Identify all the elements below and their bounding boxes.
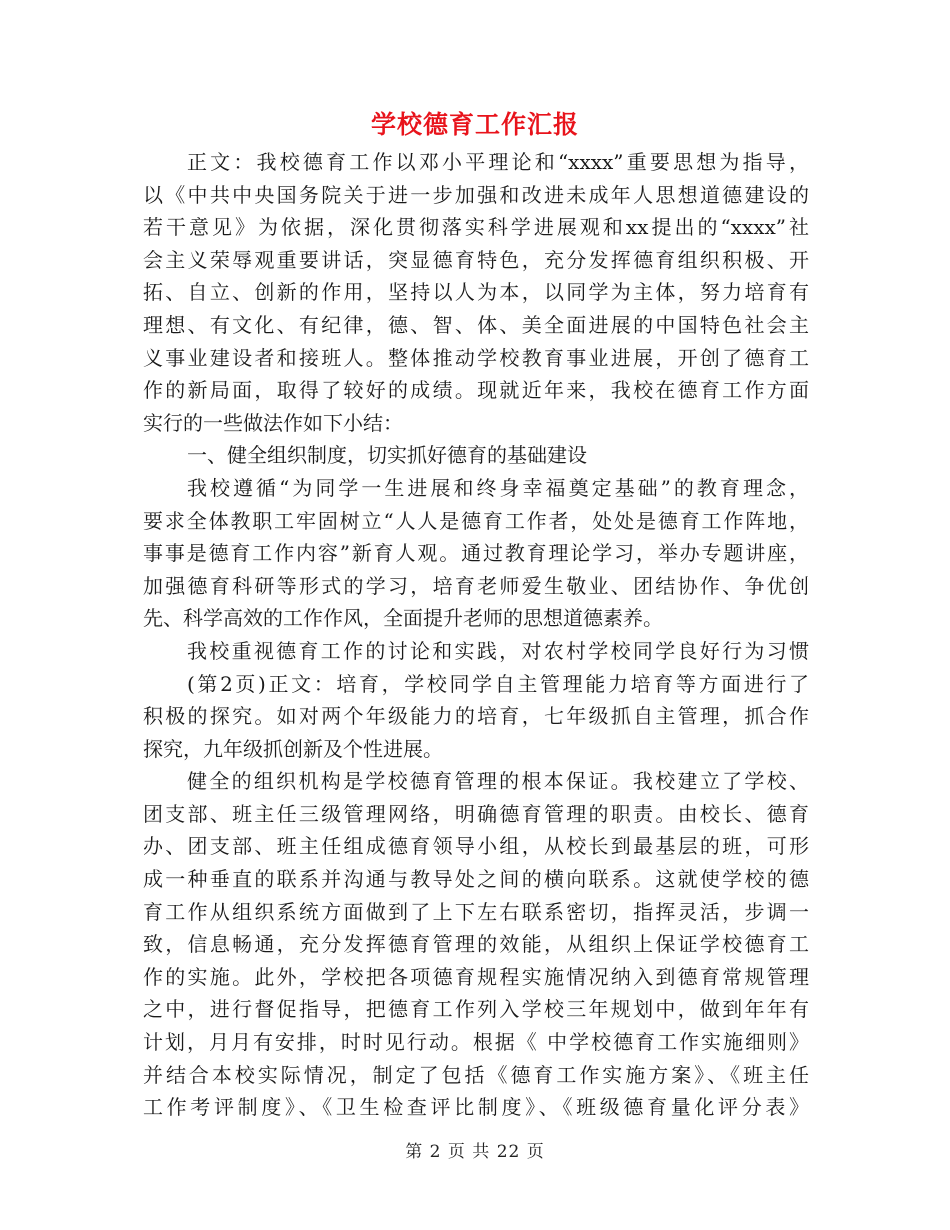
text-line: 办、团支部、班主任组成德育领导小组，从校长到最基层的班，可形 (143, 834, 809, 859)
text-line: 探究，九年级抓创新及个性进展。 (143, 736, 443, 761)
text-line: 义事业建设者和接班人。整体推动学校教育事业进展，开创了德育工 (143, 345, 809, 370)
document-title: 学校德育工作汇报 (370, 110, 579, 139)
text-line: 成一种垂直的联系并沟通与教导处之间的横向联系。这就使学校的德 (143, 867, 809, 892)
page-footer: 第 2 页 共 22 页 (405, 1142, 545, 1162)
text-line: 团支部、班主任三级管理网络，明确德育管理的职责。由校长、德育 (143, 801, 809, 826)
text-line: 并结合本校实际情况，制定了包括《德育工作实施方案》、《班主任 (143, 1062, 809, 1087)
text-line: 计划，月月有安排，时时见行动。根据《 中学校德育工作实施细则》 (143, 1030, 809, 1055)
text-line: 正文：我校德育工作以邓小平理论和“xxxx”重要思想为指导， (187, 150, 809, 174)
text-line: 加强德育科研等形式的学习，培育老师爱生敬业、团结协作、争优创 (143, 573, 809, 598)
document-body (143, 146, 809, 1124)
text-line: 我校遵循“为同学一生进展和终身幸福奠定基础”的教育理念， (187, 475, 809, 500)
text-line: 若干意见》为依据，深化贯彻落实科学进展观和xx提出的“xxxx”社 (143, 215, 809, 240)
text-line: 以《中共中央国务院关于进一步加强和改进未成年人思想道德建设的 (143, 182, 809, 207)
section-heading: 一、健全组织制度，切实抓好德育的基础建设 (187, 443, 587, 468)
text-line: 积极的探究。如对两个年级能力的培育，七年级抓自主管理，抓合作 (143, 704, 809, 729)
text-line: 会主义荣辱观重要讲话，突显德育特色，充分发挥德育组织积极、开 (143, 247, 809, 272)
text-line: 致，信息畅通，充分发挥德育管理的效能，从组织上保证学校德育工 (143, 932, 809, 957)
text-line: 育工作从组织系统方面做到了上下左右联系密切，指挥灵活，步调一 (143, 899, 809, 924)
text-line: 我校重视德育工作的讨论和实践，对农村学校同学良好行为习惯 (187, 638, 809, 663)
text-line: 作的新局面，取得了较好的成绩。现就近年来，我校在德育工作方面 (143, 378, 809, 403)
text-line: 健全的组织机构是学校德育管理的根本保证。我校建立了学校、 (187, 769, 809, 794)
text-line: 作的实施。此外，学校把各项德育规程实施情况纳入到德育常规管理 (143, 964, 809, 989)
text-line: 实行的一些做法作如下小结： (143, 410, 403, 435)
text-line: (第2页)正文：培育，学校同学自主管理能力培育等方面进行了 (187, 671, 809, 696)
text-line: 之中，进行督促指导，把德育工作列入学校三年规划中，做到年年有 (143, 997, 809, 1022)
text-line: 要求全体教职工牢固树立“人人是德育工作者，处处是德育工作阵地， (143, 508, 809, 533)
text-line: 工作考评制度》、《卫生检查评比制度》、《班级德育量化评分表》 (143, 1095, 809, 1120)
text-line: 拓、自立、创新的作用，坚持以人为本，以同学为主体，努力培育有 (143, 280, 809, 305)
text-line: 事事是德育工作内容”新育人观。通过教育理论学习，举办专题讲座， (143, 541, 809, 566)
text-line: 理想、有文化、有纪律，德、智、体、美全面进展的中国特色社会主 (143, 312, 809, 337)
text-line: 先、科学高效的工作作风，全面提升老师的思想道德素养。 (143, 606, 663, 631)
